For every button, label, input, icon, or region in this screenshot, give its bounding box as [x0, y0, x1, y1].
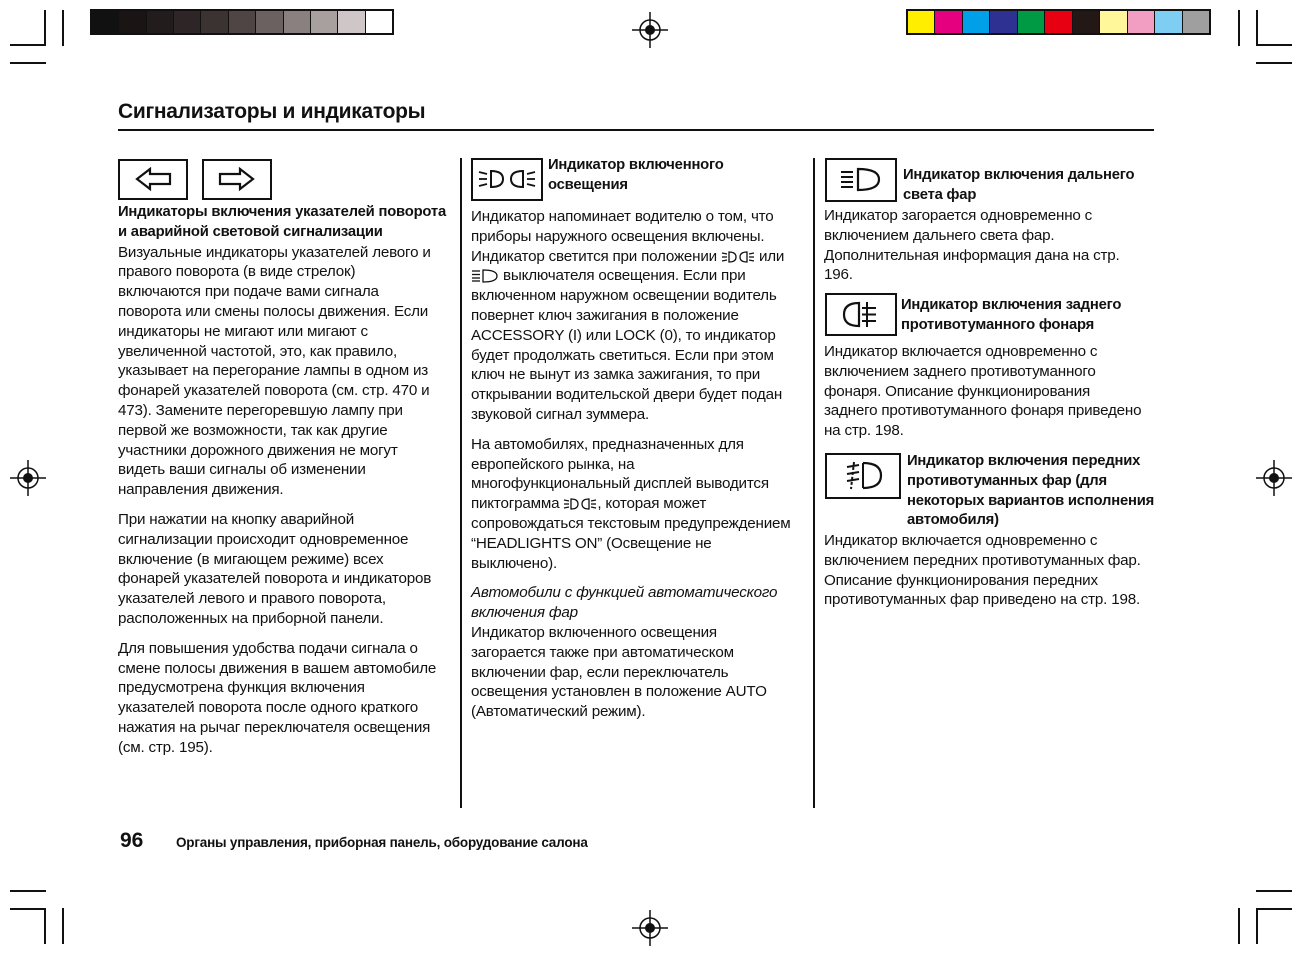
gray-swatch [311, 11, 338, 33]
text-line: загорается также при автоматическом [471, 643, 734, 661]
text-line: пиктограмма , которая может [471, 495, 707, 513]
column-lights-on [471, 207, 807, 722]
registration-mark-icon [632, 12, 668, 48]
text-line: Для повышения удобства подачи сигнала о [118, 639, 418, 657]
text-line: Индикатор включенного освещения [471, 623, 717, 641]
footer-section-title: Органы управления, приборная панель, оборудование салона [176, 835, 588, 850]
gray-swatch [229, 11, 256, 33]
heading-line: Индикаторы включения указателей поворота [118, 204, 446, 220]
column-divider [460, 158, 462, 808]
text-line: указывает на перегорание лампы в одном из [118, 362, 429, 380]
color-swatch [1018, 11, 1045, 33]
color-swatch [908, 11, 935, 33]
text-line: выключателя освещения. Если при [471, 266, 807, 286]
color-swatch [963, 11, 990, 33]
text-line: фонарей указателей поворота и индикаторов [118, 570, 432, 588]
text-line: ключ не вынут из замка зажигания, то при [471, 366, 761, 384]
text-line: участники дорожного движения не могут [118, 441, 398, 459]
lights-on-icon [471, 158, 543, 201]
side-lights-icon [721, 249, 755, 264]
text-line: предусмотрена функция включения [118, 679, 365, 697]
left-arrow-icon [118, 159, 188, 200]
italic-subheading: Автомобили с функцией автоматического [471, 584, 778, 602]
color-swatch [1045, 11, 1072, 33]
text-line: приборы наружного освещения включены. [471, 227, 765, 245]
heading-line: противотуманного фонаря [901, 316, 1095, 333]
heading-line: автомобиля) [907, 512, 999, 529]
text-line: открывании водительской двери будет подан [471, 386, 783, 404]
text-line: на стр. 198. [824, 422, 904, 440]
text-line: сопровождаться текстовым предупреждением [471, 514, 791, 532]
lights-on-heading [548, 156, 808, 196]
color-swatch [1155, 11, 1182, 33]
text-line: 196. [824, 266, 853, 284]
gray-swatch [256, 11, 283, 33]
high-beam-icon [825, 158, 897, 202]
text-line: (Автоматический режим). [471, 703, 646, 721]
registration-mark-icon [10, 460, 46, 496]
column-turn-signals [118, 203, 452, 758]
gray-swatch [284, 11, 311, 33]
rear-fog-heading [901, 296, 1153, 336]
text-line: смене полосы движения в вашем автомобиле [118, 659, 437, 677]
text-line: видеть ваши сигналы об изменении [118, 461, 366, 479]
front-fog-heading [907, 452, 1157, 531]
right-arrow-icon [202, 159, 272, 200]
text-line: “HEADLIGHTS ON” (Освещение не [471, 534, 712, 552]
color-swatch [1073, 11, 1100, 33]
heading-line: Индикатор включения дальнего [903, 167, 1135, 183]
text-line: Описание функционирования передних [824, 571, 1098, 589]
page-title: Сигнализаторы и индикаторы [118, 100, 426, 123]
heading-line: противотуманных фар (для [907, 472, 1107, 489]
text-line: Индикатор включается одновременно с [824, 532, 1098, 549]
color-swatch [1183, 11, 1209, 33]
high-beam-text [824, 206, 1158, 285]
gray-swatch [201, 11, 228, 33]
grayscale-calibration-bar [90, 9, 394, 35]
registration-mark-icon [632, 910, 668, 946]
text-line: Индикатор загорается одновременно с [824, 207, 1093, 224]
color-swatch [935, 11, 962, 33]
rear-fog-icon [825, 293, 897, 336]
text-line: сигнализации происходит одновременное [118, 530, 409, 548]
title-underline [118, 129, 1154, 131]
text-line: Индикатор светится при положении или [471, 247, 785, 265]
text-line: индикаторы не мигают или мигают с [118, 322, 368, 340]
column-divider [813, 158, 815, 808]
text-line: звуковой сигнал зуммера. [471, 405, 649, 423]
text-line: включением дальнего света фар. [824, 226, 1055, 244]
text-line: включение (в мигающем режиме) всех [118, 550, 384, 568]
text-line: указателей поворота после одного краткого [118, 699, 419, 717]
text-line: Индикатор напоминает водителю о том, что [471, 208, 774, 225]
text-line: указателей левого и правого поворота, [118, 590, 386, 608]
registration-mark-icon [1256, 460, 1292, 496]
text-line: включением передних противотуманных фар. [824, 551, 1141, 569]
text-line: направления движения. [118, 481, 284, 499]
front-fog-icon [825, 453, 901, 499]
text-line: ACCESSORY (I) или LOCK (0), то индикатор [471, 326, 776, 344]
text-line: увеличенной частотой, это, как правило, [118, 342, 398, 360]
text-line: фонарей указателей поворота (см. стр. 470 и [118, 382, 430, 400]
color-swatch [990, 11, 1017, 33]
text-line: (см. стр. 195). [118, 738, 213, 756]
text-line: будет продолжать светиться. Если при этом [471, 346, 774, 364]
text-line: Визуальные индикаторы указателей левого и [118, 243, 431, 261]
text-line: включении фар, если переключатель [471, 663, 729, 681]
gray-swatch [366, 11, 392, 33]
page-number: 96 [120, 829, 144, 852]
rear-fog-text [824, 342, 1158, 441]
gray-swatch [147, 11, 174, 33]
text-line: освещения установлен в положение AUTO [471, 683, 767, 701]
gray-swatch [119, 11, 146, 33]
gray-swatch [174, 11, 201, 33]
text-line: нажатия на рычаг переключателя освещения [118, 718, 431, 736]
text-line: противотуманных фар приведено на стр. 198. [824, 591, 1140, 609]
front-fog-text [824, 531, 1158, 610]
text-line: европейского рынка, на [471, 455, 635, 473]
text-line: фонаря. Описание функционирования [824, 382, 1090, 400]
italic-subheading: включения фар [471, 604, 578, 622]
text-line: выключено). [471, 554, 557, 572]
text-line: правого поворота (в виде стрелок) [118, 263, 356, 281]
heading-line: Индикатор включения передних [907, 453, 1141, 469]
high-beam-heading [903, 166, 1153, 206]
gray-swatch [92, 11, 119, 33]
text-line: первой же возможности, так как другие [118, 421, 388, 439]
headlight-icon [471, 268, 499, 283]
text-line: Индикатор включается одновременно с [824, 343, 1098, 360]
text-line: заднего противотуманного фонаря приведено [824, 402, 1142, 420]
text-line: Дополнительная информация дана на стр. [824, 246, 1120, 264]
heading-line: освещения [548, 176, 628, 193]
color-calibration-bar [906, 9, 1211, 35]
text-line: 473). Замените перегоревшую лампу при [118, 401, 403, 419]
text-line: поворота или смены полосы движения. Если [118, 302, 429, 320]
heading-line: некоторых вариантов исполнения [907, 492, 1155, 509]
text-line: При нажатии на кнопку аварийной [118, 510, 355, 528]
heading-line: и аварийной световой сигнализации [118, 223, 383, 240]
text-line: На автомобилях, предназначенных для [471, 435, 744, 453]
text-line: включенном наружном освещении водитель [471, 287, 777, 305]
text-line: многофункциональный дисплей выводится [471, 475, 769, 493]
gray-swatch [338, 11, 365, 33]
text-line: включаются при подаче вами сигнала [118, 283, 379, 301]
heading-line: Индикатор включенного [548, 157, 724, 173]
text-line: повернет ключ зажигания в положение [471, 306, 739, 324]
side-lights-icon [563, 496, 597, 511]
color-swatch [1100, 11, 1127, 33]
text-line: включением заднего противотуманного [824, 362, 1096, 380]
heading-line: света фар [903, 186, 977, 203]
heading-line: Индикатор включения заднего [901, 297, 1122, 313]
text-line: расположенных на приборной панели. [118, 609, 384, 627]
color-swatch [1128, 11, 1155, 33]
